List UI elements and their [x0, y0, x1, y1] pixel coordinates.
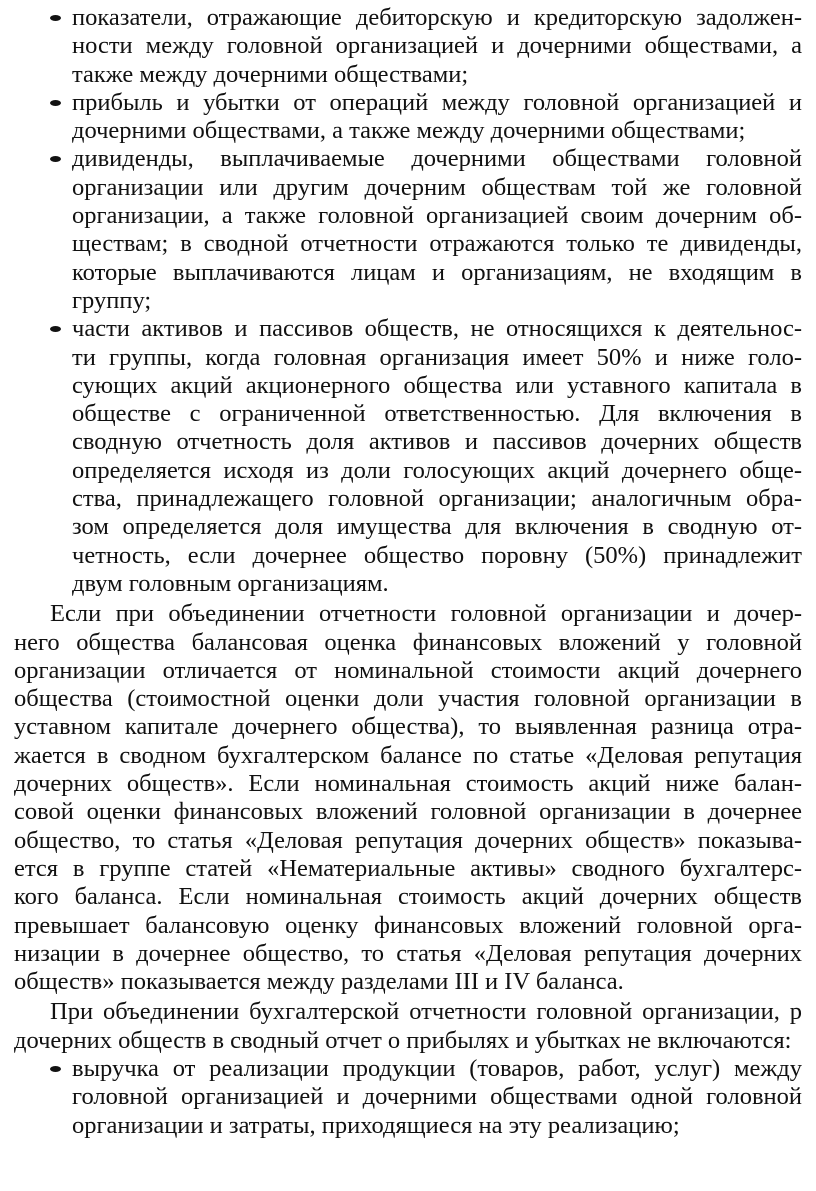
text-line: ства, принадлежащего головной организации; аналогичным обра-	[72, 485, 802, 513]
text-line: организации отличается от номинальной стоимости акций дочернего	[14, 656, 802, 684]
text-line: уставном капитале дочернего общества), то выявленная разница отра-	[14, 713, 802, 741]
bullet-icon	[50, 100, 61, 106]
text-line: организации и затраты, приходящиеся на эту реализацию;	[72, 1111, 680, 1139]
text-line: ти группы, когда головная организация имеет 50% и ниже голо-	[72, 343, 802, 371]
text-line: общество, то статья «Деловая репутация дочерних обществ» показыва-	[14, 826, 802, 854]
text-line: жается в сводном бухгалтерском балансе по статье «Деловая репутация	[14, 741, 802, 769]
bullet-icon	[50, 326, 61, 332]
text-line: сводную отчетность доля активов и пассивов дочерних обществ	[72, 428, 802, 456]
text-line: ности между головной организацией и дочерними обществами, а	[72, 32, 802, 60]
text-line: дочерних обществ в сводный отчет о прибылях и убытках не включаются:	[14, 1026, 792, 1054]
text-line: показатели, отражающие дебиторскую и кредиторскую задолжен-	[72, 4, 802, 31]
text-line: выручка от реализации продукции (товаров, работ, услуг) между	[72, 1054, 802, 1082]
paragraph-goodwill	[14, 600, 802, 996]
paragraph-consolidation	[14, 998, 802, 1055]
text-line: также между дочерними обществами;	[72, 60, 469, 88]
text-line: дочерними обществами, а также между дочерними обществами;	[72, 117, 746, 145]
bullet-icon	[50, 156, 61, 162]
text-line: организации или другим дочерним обществам той же головной	[72, 173, 802, 201]
text-line: сующих акций акционерного общества или уставного капитала в	[72, 371, 802, 399]
text-line: группу;	[72, 286, 152, 314]
text-line: кого баланса. Если номинальная стоимость акций дочерних обществ	[14, 883, 802, 911]
text-line: обществ» показывается между разделами III и IV баланса.	[14, 968, 624, 996]
bullet-item-receivables	[72, 4, 802, 89]
text-line: обществе с ограниченной ответственностью. Для включения в	[72, 400, 802, 428]
bullet-icon	[50, 1066, 61, 1072]
text-line: ется в группе статей «Нематериальные активы» сводного бухгалтерс-	[14, 854, 802, 882]
text-line: низации в дочернее общество, то статья «Деловая репутация дочерних	[14, 939, 802, 967]
text-line: головной организацией и дочерними обществами одной головной	[72, 1083, 802, 1111]
text-line: дивиденды, выплачиваемые дочерними обществами головной	[72, 145, 802, 173]
bullet-item-profit-loss	[72, 89, 802, 146]
text-line: организации, а также головной организацией своим дочерним об-	[72, 202, 802, 230]
text-line: четность, если дочернее общество поровну (50%) принадлежит	[72, 541, 802, 569]
text-line: зом определяется доля имущества для включения в сводную от-	[72, 513, 802, 541]
text-line: прибыль и убытки от операций между головной организацией и	[72, 88, 802, 116]
text-line: превышает балансовую оценку финансовых вложений головной орга-	[14, 911, 802, 939]
text-line: совой оценки финансовых вложений головной организации в дочернее	[14, 798, 802, 826]
text-line: дочерних обществ». Если номинальная стоимость акций ниже балан-	[14, 770, 802, 798]
bullet-item-dividends	[72, 145, 802, 315]
text-line: ществам; в сводной отчетности отражаются только те дивиденды,	[72, 230, 802, 258]
text-line: двум головным организациям.	[72, 569, 389, 597]
text-line: При объединении бухгалтерской отчетности головной организации, р	[50, 998, 802, 1026]
text-line: определяется исходя из доли голосующих акций дочернего обще-	[72, 456, 802, 484]
text-line: общества (стоимостной оценки доли участия головной организации в	[14, 685, 802, 713]
bullet-icon	[50, 15, 61, 21]
text-line: него общества балансовая оценка финансовых вложений у головной	[14, 628, 802, 656]
bullet-item-assets-liabilities	[72, 315, 802, 598]
text-line: которые выплачиваются лицам и организациям, не входящим в	[72, 258, 802, 286]
text-line: Если при объединении отчетности головной организации и дочер-	[50, 600, 802, 628]
text-line: части активов и пассивов обществ, не относящихся к деятельнос-	[72, 315, 802, 343]
bullet-item-revenue	[72, 1055, 802, 1140]
